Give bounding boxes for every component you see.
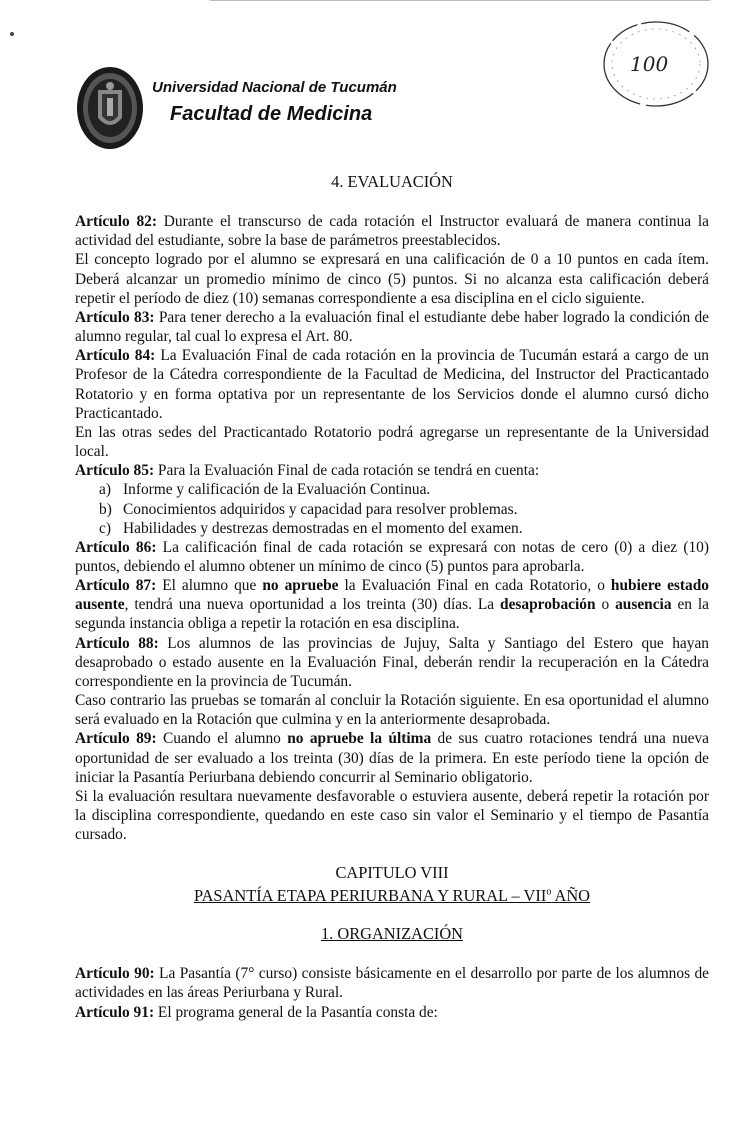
article-label: Artículo 84: [75, 347, 156, 365]
list-item-text: Conocimientos adquiridos y capacidad para resolver problemas. [123, 500, 518, 518]
list-item-tag: c) [99, 519, 111, 537]
article-label: Artículo 86: [75, 538, 157, 556]
article-text: La Evaluación Final de cada rotación en la provincia de Tucumán estará a cargo de un Profesor de la Cátedra correspondiente de la Facultad de Medicina, del Instructor del Practicantado Rotatorio y en forma optativa por un representante de los Servicios donde el alumno cursó dicho Practicantado. [75, 347, 709, 422]
document-body [75, 172, 709, 1022]
article-text: la Evaluación Final en cada Rotatorio, o [338, 577, 611, 595]
emphasis: no apruebe [262, 577, 339, 595]
chapter-subtitle-sup: o [546, 886, 552, 898]
section-title-evaluation: 4. EVALUACIÓN [331, 172, 453, 191]
faculty-name: Facultad de Medicina [170, 103, 373, 125]
article-84 [75, 346, 709, 423]
scan-edge-line [210, 0, 710, 1]
article-91 [75, 1003, 709, 1022]
article-88 [75, 634, 709, 691]
article-89-paragraph: Si la evaluación resultara nuevamente desfavorable o estuviera ausente, deberá repetir la rotación por la disciplina correspondiente, quedando en este caso sin valor el Seminario y el tiempo de Pasantía cursado. [75, 787, 709, 844]
article-87 [75, 576, 709, 633]
section-title-organization: 1. ORGANIZACIÓN [320, 924, 464, 944]
article-text: de sus cuatro rotaciones tendrá una nueva oportunidad de ser evaluado a los treinta (30) días de la primera. En este período tiene la opción de iniciar la Pasantía Periurbana debiendo concurrir al Seminario obligatorio. [75, 730, 710, 786]
list-item [99, 480, 709, 499]
article-text: Cuando el alumno [156, 730, 288, 748]
evaluation-criteria-list [75, 480, 709, 537]
chapter-subtitle-text: PASANTÍA ETAPA PERIURBANA Y RURAL – VII [193, 885, 547, 905]
folio-number: 100 [630, 52, 669, 76]
article-83 [75, 308, 709, 346]
article-text: o [595, 596, 616, 614]
article-82-paragraph: El concepto logrado por el alumno se expresará en una calificación de 0 a 10 puntos en cada ítem. Deberá alcanzar un promedio mínimo de cinco (5) puntos. Si no alcanza esta calificación deberá repetir el período de diez (10) semanas correspondiente a esa disciplina en el ciclo siguiente. [75, 251, 709, 307]
article-88-paragraph: Caso contrario las pruebas se tomarán al concluir la Rotación siguiente. En esa oportunidad el alumno será evaluado en la Rotación que culmina y en la anteriormente desaprobada. [75, 692, 709, 729]
article-label: Artículo 87: [75, 577, 157, 595]
list-item-text: Habilidades y destrezas demostradas en el momento del examen. [123, 519, 523, 537]
article-86 [75, 538, 709, 576]
article-text: El programa general de la Pasantía consta de: [154, 1003, 438, 1021]
list-item-tag: b) [99, 500, 112, 518]
list-item-tag: a) [99, 481, 111, 499]
emphasis: desaprobación [500, 596, 596, 614]
article-text: Los alumnos de las provincias de Jujuy, Salta y Santiago del Estero que hayan desaprobado o estado ausente en la Evaluación Final, deberán rendir la recuperación en la Cátedra correspondiente en la provincia de Tucumán. [75, 634, 709, 690]
list-item [99, 519, 709, 538]
article-text: La Pasantía (7° curso) consiste básicamente en el desarrollo por parte de los alumnos de actividades en las áreas Periurbana y Rural. [75, 965, 709, 1002]
emphasis: no apruebe la última [287, 730, 432, 748]
article-label: Artículo 89: [75, 730, 157, 748]
article-text: , tendrá una nueva oportunidad a los treinta (30) días. La [124, 596, 501, 614]
article-90 [75, 964, 709, 1002]
scan-speck [10, 32, 14, 36]
article-text: Para la Evaluación Final de cada rotación se tendrá en cuenta: [154, 462, 540, 480]
article-text: Para tener derecho a la evaluación final el estudiante debe haber logrado la condición de alumno regular, tal cual lo expresa el Art. 80. [75, 308, 709, 346]
emphasis: hubiere estado ausente [75, 577, 709, 614]
article-text: Durante el transcurso de cada rotación el Instructor evaluará de manera continua la actividad del estudiante, sobre la base de parámetros preestablecidos. [75, 213, 710, 250]
article-label: Artículo 90: [75, 965, 155, 983]
article-label: Artículo 88: [75, 634, 159, 652]
article-82 [75, 212, 709, 250]
article-84-paragraph: En las otras sedes del Practicantado Rotatorio podrá agregarse un representante de la Universidad local. [75, 423, 709, 461]
article-label: Artículo 85: [75, 462, 155, 480]
article-text: La calificación final de cada rotación se expresará con notas de cero (0) a diez (10) puntos, debiendo el alumno obtener un mínimo de cinco (5) puntos para aprobarla. [75, 538, 709, 575]
article-label: Artículo 83: [75, 308, 155, 326]
university-seal-icon [76, 66, 144, 150]
chapter-subtitle-text: AÑO [551, 885, 591, 905]
article-text: El alumno que [156, 577, 263, 595]
chapter-title: CAPITULO VIII [335, 863, 449, 883]
article-85 [75, 461, 709, 480]
article-text: en la segunda instancia obliga a repetir la rotación en esa disciplina. [75, 596, 709, 633]
university-name: Universidad Nacional de Tucumán [152, 79, 397, 96]
list-item-text: Informe y calificación de la Evaluación Continua. [123, 481, 431, 499]
article-label: Artículo 82: [75, 213, 157, 231]
list-item [99, 500, 709, 519]
chapter-subtitle [75, 882, 709, 905]
article-89 [75, 729, 709, 786]
emphasis: ausencia [615, 596, 672, 614]
article-label: Artículo 91: [75, 1003, 155, 1021]
